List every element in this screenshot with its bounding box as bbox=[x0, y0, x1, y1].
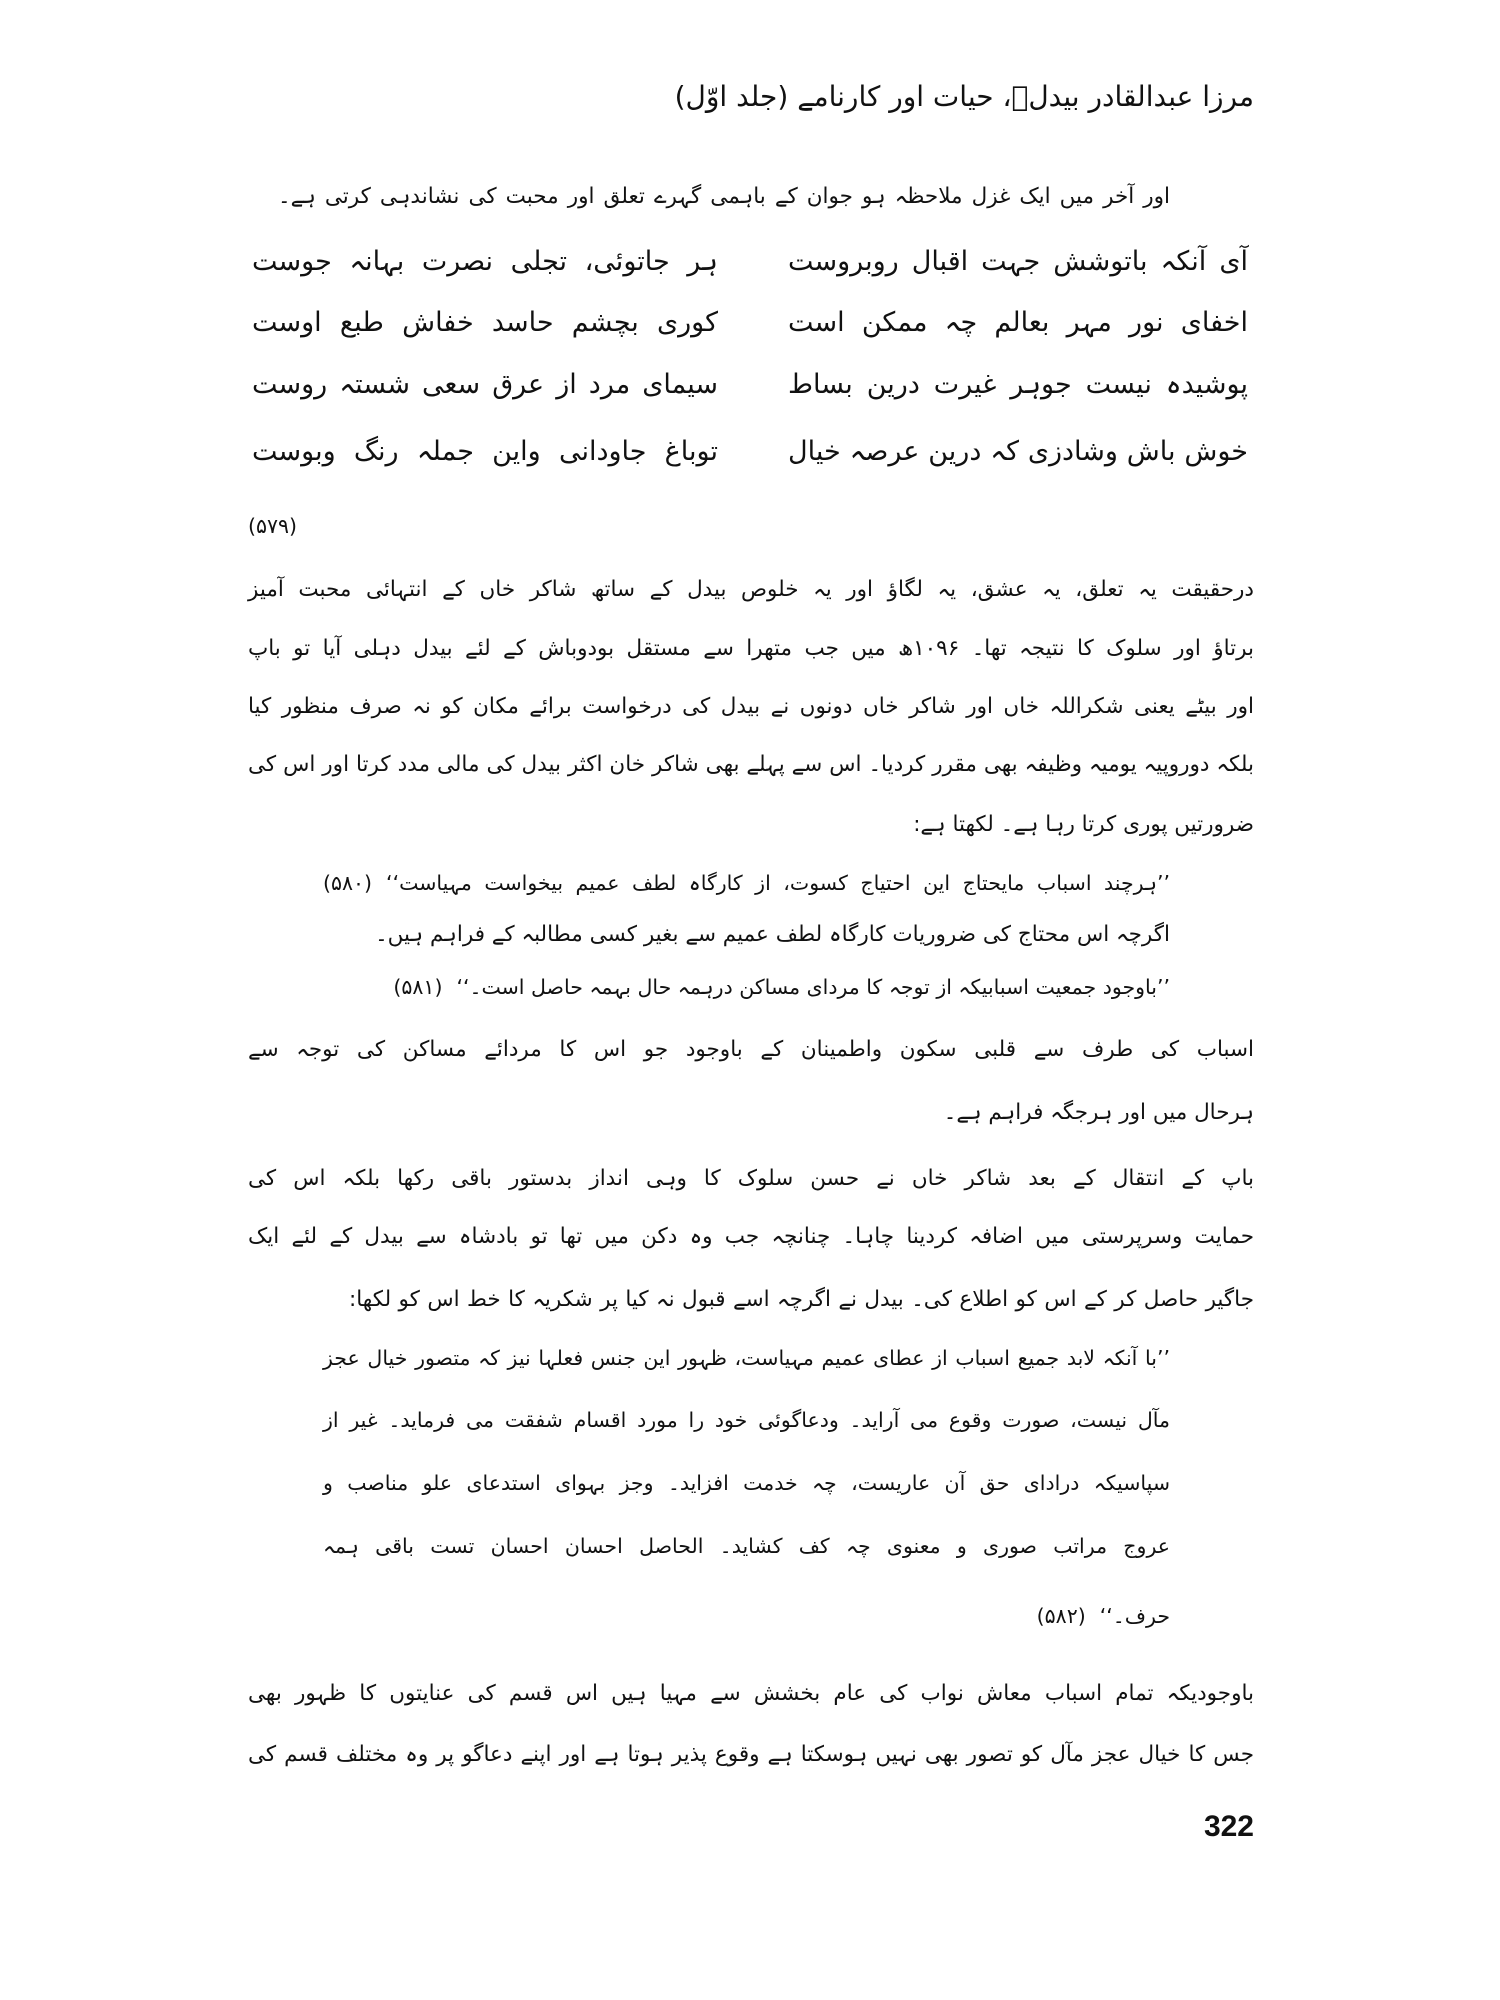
running-head: مرزا عبدالقادر بیدلؔ، حیات اور کارنامے (جلد اوّل) bbox=[674, 80, 1254, 113]
page-number: 322 bbox=[1203, 1810, 1254, 1843]
quote-text: ’’ہرچند اسباب مایحتاج این احتیاج کسوت، از کارگاہ لطف عمیم بیخواست مہیاست‘‘ bbox=[386, 871, 1170, 895]
footnote-ref: (۵۸۰) bbox=[323, 871, 373, 895]
quote-line: مآل نیست، صورت وقوع می آراید۔ ودعاگوئی خود را مورد اقسام شفقت می فرماید۔ غیر از bbox=[323, 1408, 1170, 1432]
translation-line: ہرحال میں اور ہرجگہ فراہم ہے۔ bbox=[943, 1100, 1254, 1125]
quote-text: ’’باوجود جمعیت اسبابیکہ از توجہ کا مردای مساکن درہمہ حال بہمہ حاصل است۔‘‘ bbox=[456, 975, 1170, 999]
verse-second-hemistich: توباغ جاودانی واین جملہ رنگ وبوست bbox=[252, 436, 718, 467]
quote-line bbox=[323, 962, 1170, 1012]
footnote-ref: (۵۸۲) bbox=[1036, 1604, 1086, 1628]
verse-first-hemistich: آی آنکہ باتوشش جہت اقبال روبروست bbox=[788, 246, 1248, 277]
verse-first-hemistich: پوشیدہ نیست جوہر غیرت درین بساط bbox=[788, 369, 1248, 400]
body-line: حمایت وسرپرستی میں اضافہ کردینا چاہا۔ چنانچہ جب وہ دکن میں تھا تو بادشاہ سے بیدل کے لئے ایک bbox=[248, 1224, 1254, 1249]
body-line: بلکہ دوروپیہ یومیہ وظیفہ بھی مقرر کردیا۔ اس سے پہلے بھی شاکر خان اکثر بیدل کی مالی مدد کرتا اور اس کی bbox=[248, 752, 1254, 777]
quote-line: سپاسیکہ درادای حق آن عاریست، چہ خدمت افزاید۔ وجز بہوای استدعای علو مناصب و bbox=[323, 1471, 1170, 1495]
body-line: جاگیر حاصل کر کے اس کو اطلاع کی۔ بیدل نے اگرچہ اسے قبول نہ کیا پر شکریہ کا خط اس کو لکھا: bbox=[349, 1287, 1254, 1312]
translation-line: اسباب کی طرف سے قلبی سکون واطمینان کے باوجود جو اس کا مردائے مساکن کی توجہ سے bbox=[248, 1037, 1254, 1062]
body-line: درحقیقت یہ تعلق، یہ عشق، یہ لگاؤ اور یہ خلوص بیدل کے ساتھ شاکر خاں کے انتہائی محبت آمیز bbox=[248, 577, 1254, 602]
quote-line: ’’با آنکہ لابد جمیع اسباب از عطای عمیم مہیاست، ظہور این جنس فعلہا نیز کہ متصور خیال عجز bbox=[323, 1346, 1170, 1370]
verse-second-hemistich: ہر جاتوئی، تجلی نصرت بہانہ جوست bbox=[252, 246, 718, 277]
quote-line bbox=[323, 1591, 1170, 1641]
verse-second-hemistich: سیمای مرد از عرق سعی شستہ روست bbox=[252, 369, 718, 400]
quote-text: حرف۔‘‘ bbox=[1099, 1604, 1170, 1628]
body-line: ضرورتیں پوری کرتا رہا ہے۔ لکھتا ہے: bbox=[913, 812, 1254, 837]
body-line: برتاؤ اور سلوک کا نتیجہ تھا۔ ۱۰۹۶ھ میں جب متھرا سے مستقل بودوباش کے لئے بیدل دہلی آیا تو باپ bbox=[248, 636, 1254, 661]
translation-line: اگرچہ اس محتاج کی ضروریات کارگاہ لطف عمیم سے بغیر کسی مطالبہ کے فراہم ہیں۔ bbox=[375, 922, 1170, 947]
body-line: جس کا خیال عجز مآل کو تصور بھی نہیں ہوسکتا ہے وقوع پذیر ہوتا ہے اور اپنے دعاگو پر وہ مختلف قسم کی bbox=[248, 1742, 1254, 1767]
quote-line bbox=[323, 858, 1170, 908]
verse-first-hemistich: خوش باش وشادزی کہ درین عرصہ خیال bbox=[788, 436, 1248, 467]
intro-line: اور آخر میں ایک غزل ملاحظہ ہو جوان کے باہمی گہرے تعلق اور محبت کی نشاندہی کرتی ہے۔ bbox=[278, 184, 1170, 209]
verse-second-hemistich: کوری بچشم حاسد خفاش طبع اوست bbox=[252, 307, 718, 338]
footnote-ref: (۵۷۹) bbox=[248, 514, 298, 538]
body-line: باپ کے انتقال کے بعد شاکر خاں نے حسن سلوک کا وہی انداز بدستور باقی رکھا بلکہ اس کی bbox=[248, 1166, 1254, 1191]
verse-first-hemistich: اخفای نور مہر بعالم چہ ممکن است bbox=[788, 307, 1248, 338]
quote-line: عروج مراتب صوری و معنوی چہ کف کشاید۔ الحاصل احسان احسان تست باقی ہمہ bbox=[323, 1534, 1170, 1558]
body-line: اور بیٹے یعنی شکراللہ خاں اور شاکر خاں دونوں نے بیدل کی درخواست برائے مکان کو نہ صرف منظور کیا bbox=[248, 694, 1254, 719]
footnote-ref: (۵۸۱) bbox=[393, 975, 443, 999]
body-line: باوجودیکہ تمام اسباب معاش نواب کی عام بخشش سے مہیا ہیں اس قسم کی عنایتوں کا ظہور بھی bbox=[248, 1681, 1254, 1706]
